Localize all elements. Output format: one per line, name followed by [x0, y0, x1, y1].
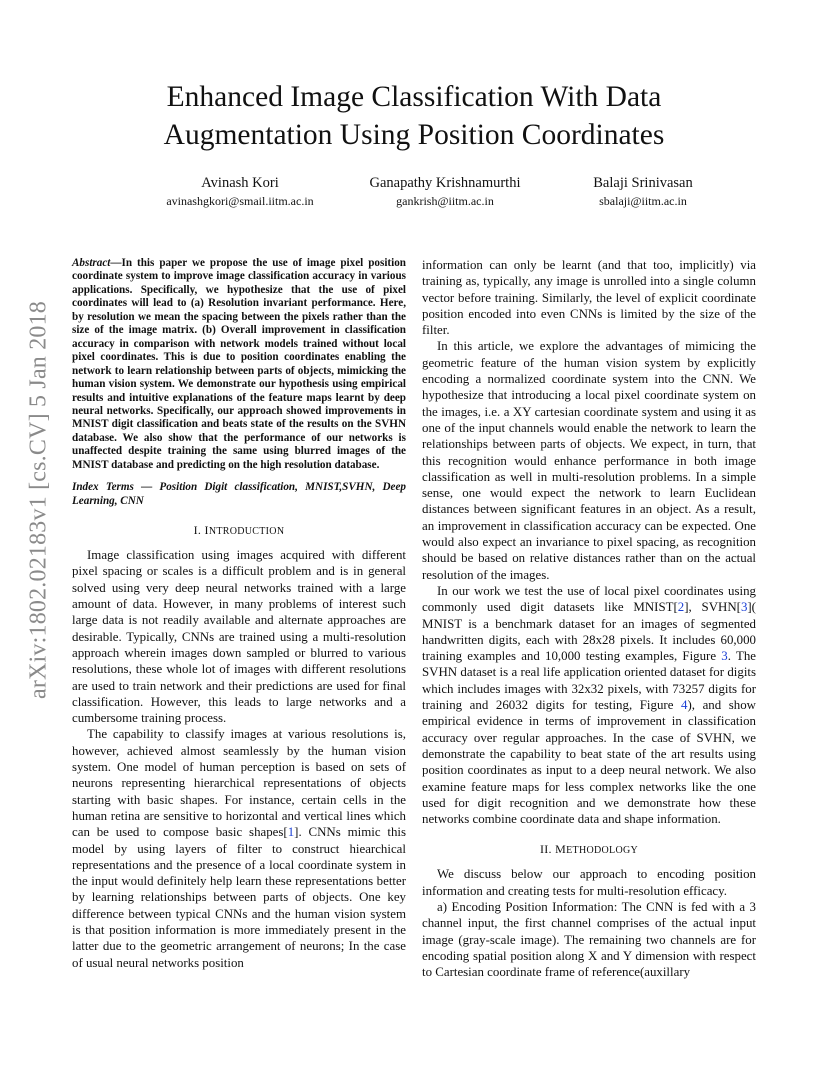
author-3 — [568, 174, 718, 210]
citation-link[interactable]: 1 — [287, 825, 295, 840]
intro-paragraph-4: In this article, we explore the advantages of mimicing the geometric feature of the human vision system by explicitly encoding a normalized coordinate system into the CNN. We hypothesize that introducing a local pixel coordinate system on the images, i.e. a XY cartesian coordinate system and using it as one of the input channels would enable the network to learn the relationships between parts of objects. We expect, in turn, that this recognition would enhance performance in both image classification as well in multi-resolution problems. In a simple sense, one would expect the network to learn Euclidean distances between significant features in an object. As a result, an improvement in classification accuracy can be expected. One would also expect an invariance to pixel spacing, as recognition should be based on relative distances rather than on the actual resolution of the images. — [422, 339, 756, 582]
section-heading-introduction: I. INTRODUCTION — [193, 523, 285, 538]
left-column — [72, 257, 406, 971]
section-heading-methodology: II. METHODOLOGY — [539, 842, 639, 857]
figure-reference-link[interactable]: 3 — [721, 649, 728, 664]
title-line-2: Augmentation Using Position Coordinates — [163, 119, 665, 151]
author-name: Avinash Kori — [201, 175, 279, 191]
index-terms: Index Terms — Position Digit classification, MNIST,SVHN, Deep Learning, CNN — [72, 481, 406, 507]
author-name: Balaji Srinivasan — [593, 175, 693, 191]
figure-reference-link[interactable]: 4 — [681, 698, 688, 713]
author-2 — [355, 174, 535, 210]
citation-link[interactable]: 2 — [677, 600, 685, 615]
intro-paragraph-2: The capability to classify images at various resolutions is, however, achieved almost seamlessly by the human vision system. One model of human perception is based on sets of neurons representing hierarchical representations of objects starting with basic shapes. For instance, certain cells in the human retina are sensitive to horizontal and vertical lines which can be used to compose basic shapes[1]. CNNs mimic this model by using layers of filter to construct hiearchical representations and the presence of a local coordinate system in the input would definitely help learn these representations better by learning relationships between parts of objects. One key difference between typical CNNs and the human vision system is that position information is more immediately present in the latter due to the geometric arrangement of neurons; In the case of usual neural networks position — [72, 727, 406, 970]
arxiv-identifier-text: arXiv:1802.02183v1 [cs.CV] 5 Jan 2018 — [25, 300, 52, 700]
author-email[interactable]: avinashgkori@smail.iitm.ac.in — [166, 194, 314, 208]
arxiv-identifier-stamp — [14, 295, 64, 705]
abstract-text: —In this paper we propose the use of image pixel position coordinate system to improve image classification accuracy in various applications. Specifically, we hypothesize that the use of pixel coordinates will lead to (a) Resolution invariant performance. Here, by resolution we mean the spacing between the pixels rather than the size of the image matrix. (b) Overall improvement in classification accuracy in comparison with network models trained without local pixel coordinates. This is due to position coordinates enabling the network to learn relationship between parts of objects, mimicking the human vision system. We demonstrate our hypothesis using empirical results and intuitive explanations of the feature maps learnt by deep neural networks. Specifically, our approach showed improvements in MNIST digit classification and beats state of the results on the SVHN database. We also show that the performance of our networks is unaffected despite training the same using blurred images of the MNIST database and predicting on the high resolution database. — [72, 257, 406, 471]
author-name: Ganapathy Krishnamurthi — [369, 175, 521, 191]
author-email[interactable]: sbalaji@iitm.ac.in — [599, 194, 687, 208]
abstract — [72, 257, 406, 472]
intro-paragraph-5: In our work we test the use of local pixel coordinates using commonly used digit datasets like MNIST[2], SVHN[3]( MNIST is a benchmark dataset for an images of segmented handwritten digits, each with 28x28 pixels. It includes 60,000 training examples and 10,000 testing examples, Figure 3. The SVHN dataset is a real life application oriented dataset for digits which includes images with 32x32 pixels, with 73257 digits for training and 26032 digits for testing, Figure 4), and show empirical evidence in terms of improvement in classification accuracy over regular approaches. In the case of SVHN, we demonstrate the capability to beat state of the art results using position coordinates as input to a deep neural network. We also examine feature maps for less complex networks like the one used for digit recognition and we demonstrate how these networks combine coordinate data and shape information. — [422, 583, 756, 827]
intro-paragraph-1: Image classification using images acquired with different pixel spacing or scales is a difficult problem and is in general solved using very deep neural networks trained with a large amount of data. However, in many problems of interest such large data is not readily available and alternate approaches are desirable. Typically, CNNs are trained using a multi-resolution approach wherein images down sampled or blurred to various resolutions, these whole lot of images with different resolutions are used to train network and their predictions are used for final classification. However, this leads to large networks and a cumbersome training process. — [72, 548, 406, 726]
method-paragraph-1: We discuss below our approach to encoding position information and creating tests for multi-resolution efficacy. — [422, 867, 756, 898]
paper-title — [80, 78, 748, 154]
citation-link[interactable]: 3 — [740, 600, 748, 615]
intro-paragraph-3: information can only be learnt (and that too, implicitly) via training as, typically, any image is unrolled into a single column vector before training. Similarly, the level of explicit coordinate position encoded into even CNNs is limited by the size of the filter. — [422, 258, 756, 338]
abstract-lead: Abstract — [72, 257, 111, 269]
right-column — [422, 257, 756, 980]
title-line-1: Enhanced Image Classification With Data — [166, 81, 662, 113]
author-email[interactable]: gankrish@iitm.ac.in — [396, 194, 494, 208]
method-paragraph-2: a) Encoding Position Information: The CNN is fed with a 3 channel input, the first channel comprises of the actual input image (gray-scale image). The remaining two channels are for encoding spatial position along X and Y dimension with respect to Cartesian coordinate frame of reference(auxillary — [422, 899, 756, 980]
author-1 — [160, 174, 320, 210]
